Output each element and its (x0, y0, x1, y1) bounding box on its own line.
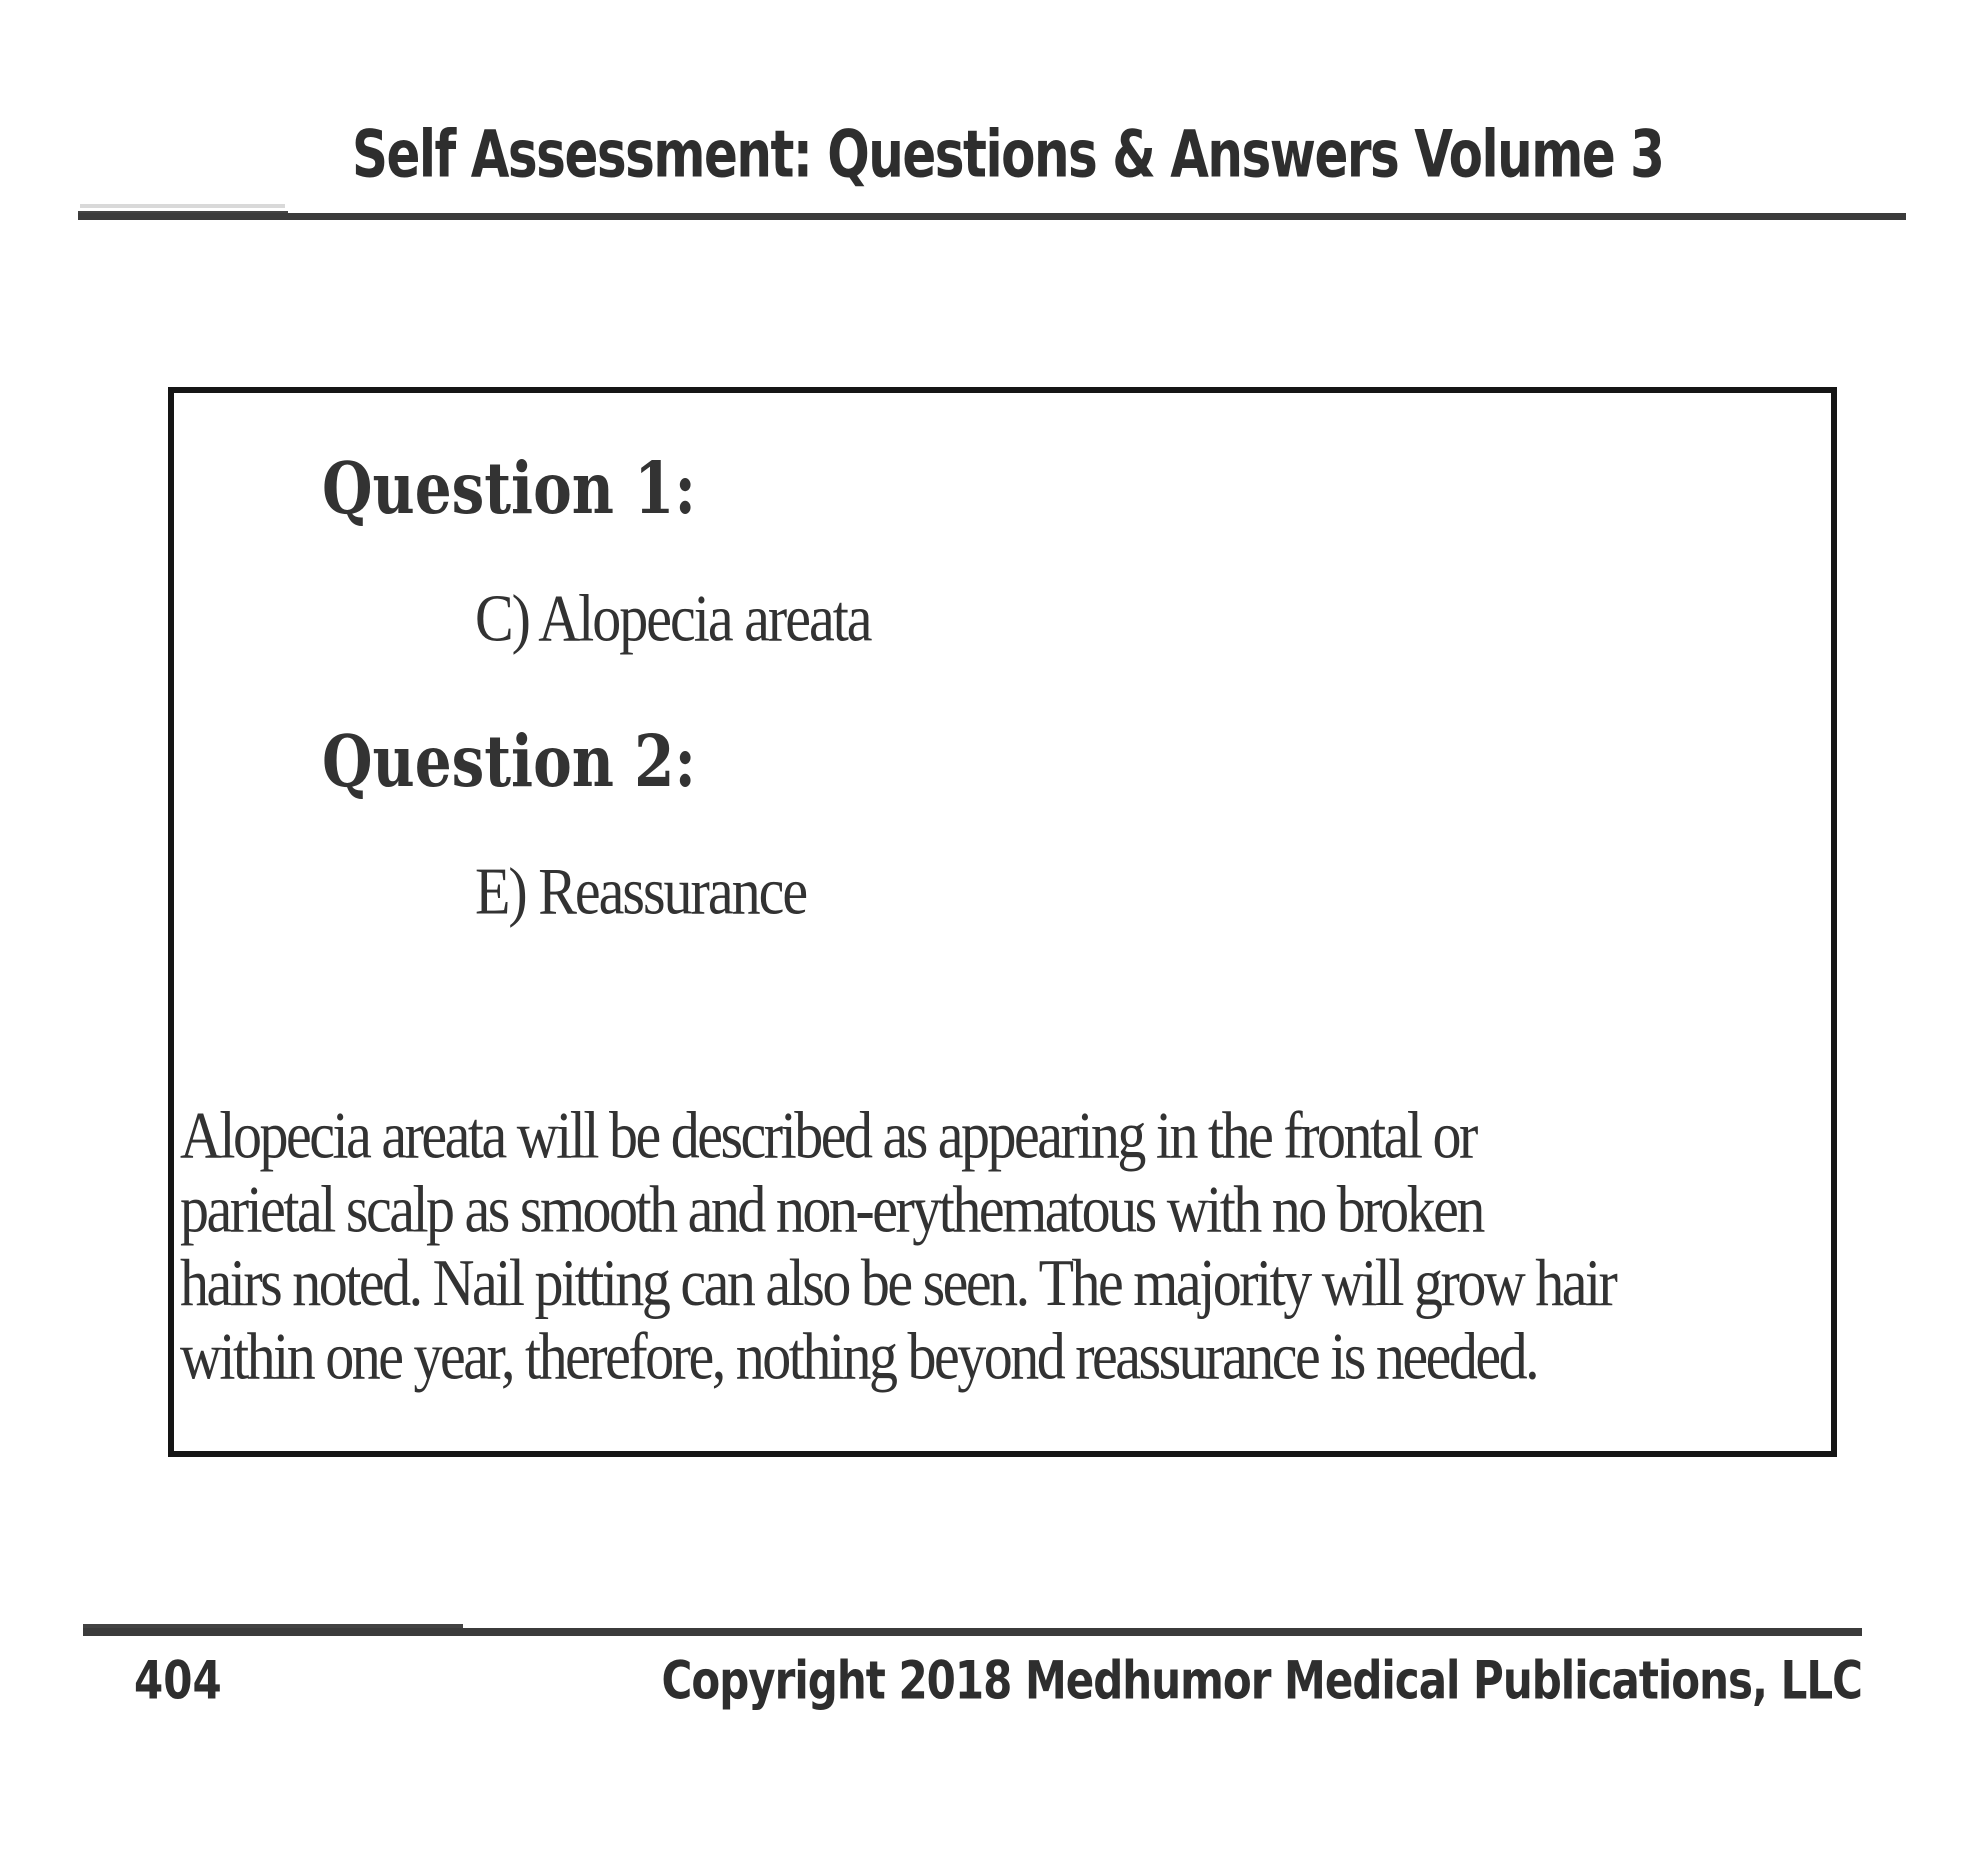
header-rule-scan-smudge (80, 204, 285, 208)
answer-box (168, 387, 1837, 1457)
explanation-paragraph (180, 1099, 1830, 1393)
footer-rule (83, 1628, 1862, 1636)
page-title: Self Assessment: Questions & Answers Volume 3 (352, 116, 1664, 193)
question-1-answer: C) Alopecia areata (475, 580, 871, 656)
explanation-line: within one year, therefore, nothing beyond reassurance is needed. (180, 1318, 1538, 1394)
explanation-line: Alopecia areata will be described as appearing in the frontal or (180, 1097, 1476, 1173)
question-2-heading: Question 2: (322, 719, 696, 803)
question-1-heading: Question 1: (322, 446, 696, 530)
copyright-notice: Copyright 2018 Medhumor Medical Publications, LLC (661, 1649, 1862, 1711)
explanation-line: parietal scalp as smooth and non-erythematous with no broken (180, 1171, 1483, 1247)
header-rule (78, 213, 1906, 220)
explanation-line: hairs noted. Nail pitting can also be seen. The majority will grow hair (180, 1245, 1616, 1320)
page-number: 404 (134, 1649, 222, 1711)
question-2-answer: E) Reassurance (475, 853, 807, 929)
